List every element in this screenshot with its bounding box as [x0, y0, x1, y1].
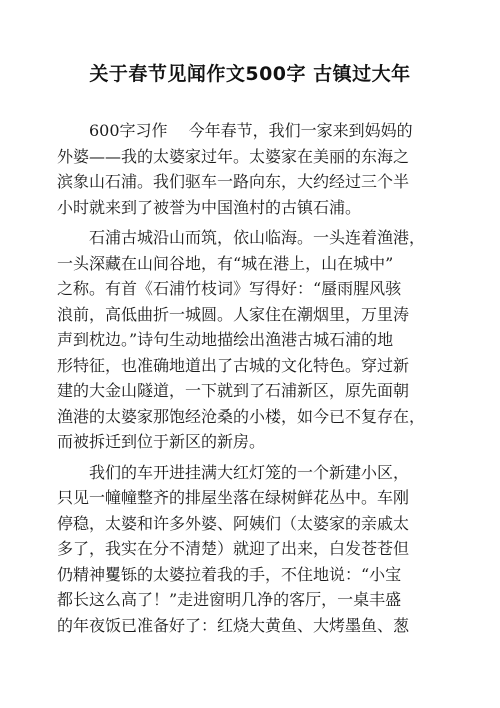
paragraph-1: [57, 118, 457, 220]
text-line: 声到枕边。”诗句生动地描绘出渔港古城石浦的地: [57, 330, 394, 349]
text-line: 之称。有首《石浦竹枝词》写得好：“蜃雨腥风骇: [57, 279, 402, 298]
text-line: 多了，我实在分不清楚）就迎了出来，白发苍苍但: [57, 539, 410, 558]
text-line: 停稳，太婆和许多外婆、阿姨们（太婆家的亲戚太: [57, 513, 410, 533]
text-line: 而被拆迁到位于新区的新房。: [57, 432, 266, 451]
text-line: 我们的车开进挂满大红灯笼的一个新建小区，: [89, 462, 410, 482]
text-line: 只见一幢幢整齐的排屋坐落在绿树鲜花丛中。车刚: [57, 488, 410, 507]
text-line: 小时就来到了被誉为中国渔村的古镇石浦。: [57, 197, 362, 217]
text-line: 形特征，也准确地道出了古城的文化特色。穿过新: [57, 355, 410, 375]
text-line: 都长这么高了！”走进窗明几净的客厅，一桌丰盛: [57, 590, 402, 609]
text-line: 600字习作 今年春节，我们一家来到妈妈的: [89, 121, 413, 140]
text-line: 滨象山石浦。我们驱车一路向东，大约经过三个半: [57, 172, 410, 191]
text-line: 仍精神矍铄的太婆拉着我的手，不住地说：“小宝: [57, 564, 402, 584]
text-line: 浪前，高低曲折一城圆。人家住在潮烟里，万里涛: [57, 304, 410, 324]
paragraph-3: [57, 460, 457, 639]
text-line: 一头深藏在山间谷地，有“城在港上，山在城中”: [57, 253, 394, 273]
paragraph-2: [57, 225, 457, 455]
text-line: 石浦古城沿山而筑，依山临海。一头连着渔港，: [89, 228, 426, 247]
document-title: 关于春节见闻作文500字 古镇过大年: [89, 63, 411, 85]
text-line: 外婆——我的太婆家过年。太婆家在美丽的东海之: [57, 146, 410, 166]
text-line: 建的大金山隧道，一下就到了石浦新区，原先面朝: [57, 381, 410, 400]
document-body: [57, 118, 457, 643]
text-line: 的年夜饭已准备好了：红烧大黄鱼、大烤墨鱼、葱: [57, 615, 410, 635]
text-line: 渔港的太婆家那饱经沧桑的小楼，如今已不复存在，: [57, 406, 426, 426]
